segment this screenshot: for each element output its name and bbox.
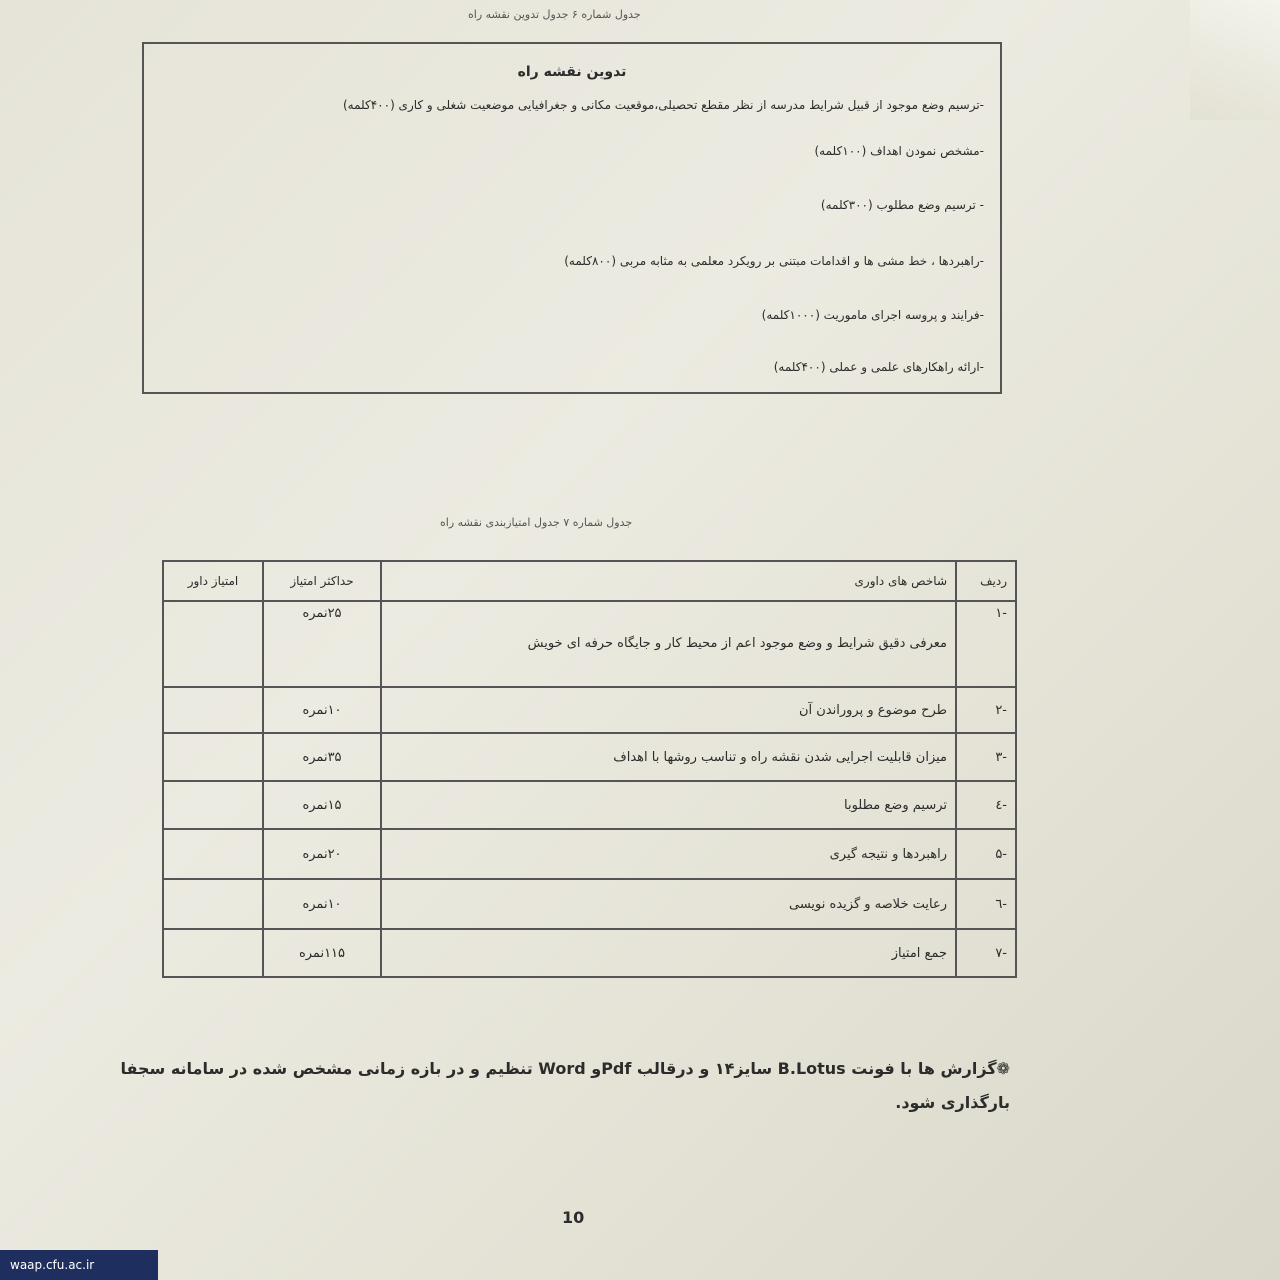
row-criteria: معرفی دقیق شرایط و وضع موجود اعم از محیط کار و جایگاه حرفه ای خویش (381, 601, 956, 687)
row-number: -۲ (956, 687, 1016, 733)
row-max-score: ۲۵نمره (263, 601, 381, 687)
row-max-score: ۱۰نمره (263, 687, 381, 733)
table-header-row (163, 561, 1016, 601)
table-row (163, 687, 1016, 733)
table7-caption: جدول شماره ۷ جدول امتیازبندی نقشه راه (440, 516, 633, 529)
row-referee-score (163, 733, 263, 781)
row-referee-score (163, 781, 263, 829)
submission-note (110, 1052, 1010, 1120)
header-referee-score: امتیاز داور (163, 561, 263, 601)
row-criteria: ترسیم وضع مطلوبا (381, 781, 956, 829)
row-number: -٤ (956, 781, 1016, 829)
row-referee-score (163, 829, 263, 879)
roadmap-item: -راهبردها ، خط مشی ها و اقدامات مبتنی بر رویکرد معلمی به مثابه مربی (۸۰۰کلمه) (564, 254, 984, 268)
row-criteria: راهبردها و نتیجه گیری (381, 829, 956, 879)
page-number: 10 (562, 1208, 585, 1227)
row-max-score: ۱۰نمره (263, 879, 381, 929)
roadmap-item: -مشخص نمودن اهداف (۱۰۰کلمه) (814, 144, 984, 158)
site-watermark: waap.cfu.ac.ir (0, 1250, 158, 1280)
row-number: -۱ (956, 601, 1016, 687)
table-row (163, 829, 1016, 879)
flower-bullet-icon: ❁ (996, 1059, 1010, 1078)
row-max-score: ۳۵نمره (263, 733, 381, 781)
table-row (163, 601, 1016, 687)
row-criteria: طرح موضوع و پروراندن آن (381, 687, 956, 733)
row-max-score: ۱۱۵نمره (263, 929, 381, 977)
row-criteria: میزان قابلیت اجرایی شدن نقشه راه و تناسب روشها با اهداف (381, 733, 956, 781)
header-max-score: حداکثر امتیاز (263, 561, 381, 601)
row-referee-score (163, 879, 263, 929)
table-row (163, 781, 1016, 829)
table-row (163, 929, 1016, 977)
paper-fold (1190, 0, 1280, 120)
roadmap-title: تدوین نقشه راه (517, 64, 627, 80)
header-row-number: ردیف (956, 561, 1016, 601)
roadmap-item: -ترسیم وضع موجود از قبیل شرایط مدرسه از نظر مقطع تحصیلی،موقعیت مکانی و جغرافیایی موضعیت شغلی و کاری (۴۰۰کلمه) (342, 98, 984, 112)
table-row (163, 733, 1016, 781)
row-criteria: جمع امتیاز (381, 929, 956, 977)
row-referee-score (163, 929, 263, 977)
row-max-score: ۱۵نمره (263, 781, 381, 829)
row-number: -٦ (956, 879, 1016, 929)
row-number: -۷ (956, 929, 1016, 977)
scoring-table (162, 560, 1017, 978)
note-text: گزارش ها با فونت B.Lotus سایز۱۴ و درقالب Pdfو Word تنظیم و در بازه زمانی مشخص شده در سامانه سجفا بارگذاری شود. (120, 1059, 1010, 1112)
roadmap-item: - ترسیم وضع مطلوب (۳۰۰کلمه) (820, 198, 984, 212)
header-criteria: شاخص های داوری (381, 561, 956, 601)
row-max-score: ۲۰نمره (263, 829, 381, 879)
row-referee-score (163, 687, 263, 733)
row-number: -۵ (956, 829, 1016, 879)
row-number: -۳ (956, 733, 1016, 781)
roadmap-box (142, 42, 1002, 394)
row-criteria: رعایت خلاصه و گزیده نویسی (381, 879, 956, 929)
roadmap-item: -ارائه راهکارهای علمی و عملی (۴۰۰کلمه) (773, 360, 984, 374)
table6-caption: جدول شماره ۶ جدول تدوین نقشه راه (468, 8, 641, 21)
row-referee-score (163, 601, 263, 687)
roadmap-item: -فرایند و پروسه اجرای ماموریت (۱۰۰۰کلمه) (761, 308, 984, 322)
table-row (163, 879, 1016, 929)
